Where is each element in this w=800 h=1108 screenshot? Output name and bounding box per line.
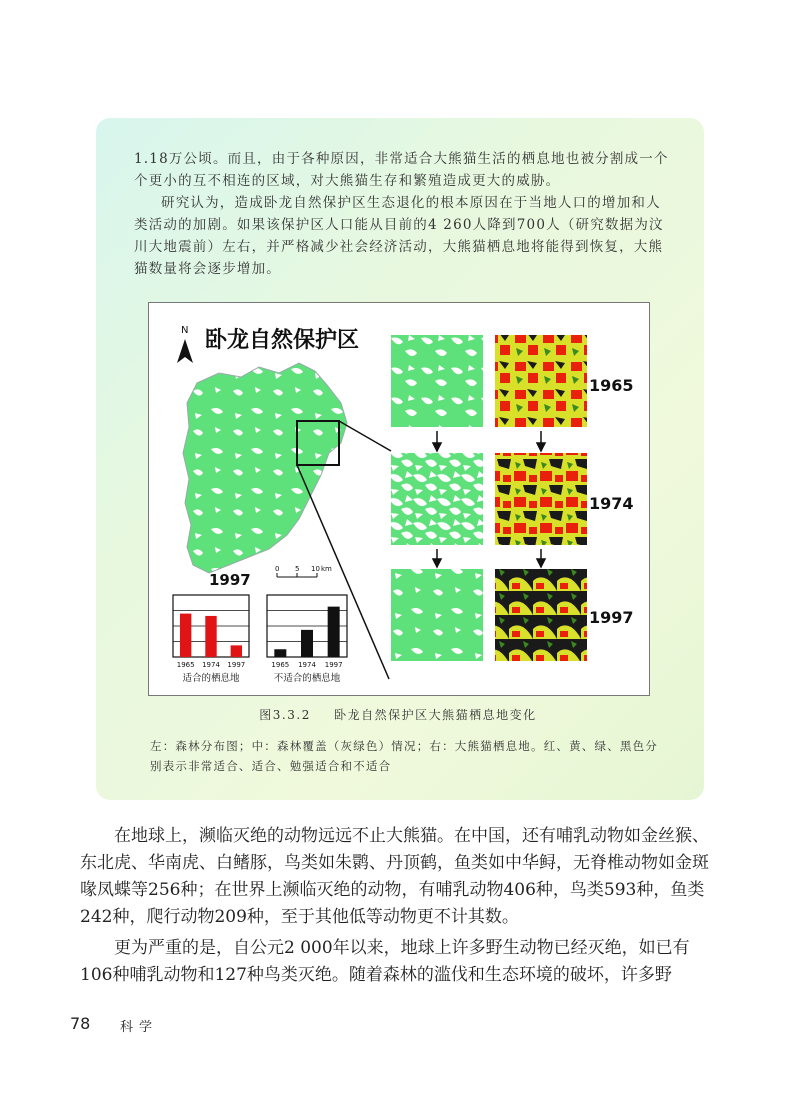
body-paragraph-2: 更为严重的是，自公元2 000年以来，地球上许多野生动物已经灭绝，如已有106种哺乳动物和127种鸟类灭绝。随着森林的滥伐和生态环境的破坏，许多野 xyxy=(80,938,690,985)
habitat-tile-1965 xyxy=(495,335,587,427)
box-paragraph-1: 1.18万公顷。而且，由于各种原因，非常适合大熊猫生活的栖息地也被分割成一个个更小的互不相连的区域，对大熊猫生存和繁殖造成更大的威胁。 xyxy=(134,151,669,189)
caption-number: 图3.3.2 xyxy=(259,708,311,722)
habitat-tile-1997 xyxy=(495,569,587,661)
chart-tick-label: 1974 xyxy=(202,661,220,669)
figure-caption xyxy=(148,706,648,723)
year-label-1997: 1997 xyxy=(589,608,634,627)
forest-tile-1965 xyxy=(391,335,483,427)
chart-bar-1965 xyxy=(274,649,286,657)
forest-tile-1997 xyxy=(391,569,483,661)
chart-tick-label: 1974 xyxy=(298,661,316,669)
chart-bar-1974 xyxy=(301,630,313,657)
habitat-tile-1974 xyxy=(495,453,587,545)
north-label: N xyxy=(181,325,189,336)
figure-note: 左：森林分布图；中：森林覆盖（灰绿色）情况；右：大熊猫栖息地。红、黄、绿、黑色分别表示非常适合、适合、勉强适合和不适合 xyxy=(150,739,658,773)
figure-wolong xyxy=(148,302,650,696)
body-paragraph-1: 在地球上，濒临灭绝的动物远远不止大熊猫。在中国，还有哺乳动物如金丝猴、东北虎、华南虎、白鳍豚，鸟类如朱鹮、丹顶鹤，鱼类如中华鲟，无脊椎动物如金斑喙凤蝶等256种；在世界上濒临灭绝的动物，有哺乳动物406种，鸟类593种，鱼类242种，爬行动物209种，至于其他低等动物更不计其数。 xyxy=(80,826,709,927)
chart-tick-label: 1965 xyxy=(271,661,290,669)
chart-xlabel: 不适合的栖息地 xyxy=(273,673,341,684)
page-subject: 科学 xyxy=(120,1020,159,1035)
chart-bar-1965 xyxy=(180,614,191,657)
north-arrow-icon xyxy=(177,339,193,363)
map-title: 卧龙自然保护区 xyxy=(205,328,360,353)
year-label-1974: 1974 xyxy=(589,494,634,513)
chart-tick-label: 1997 xyxy=(227,661,246,669)
chart-bar-1997 xyxy=(328,607,340,657)
year-label-1965: 1965 xyxy=(589,376,634,395)
scale-label-10: 10 xyxy=(311,565,320,573)
chart-xlabel: 适合的栖息地 xyxy=(182,673,240,684)
map-year: 1997 xyxy=(209,571,251,589)
chart-bar-1997 xyxy=(231,645,242,657)
chart-bar-1974 xyxy=(205,616,216,657)
caption-title: 卧龙自然保护区大熊猫栖息地变化 xyxy=(334,708,537,722)
scale-bar xyxy=(275,565,332,577)
scale-label-5: 5 xyxy=(295,565,300,573)
scale-label-0: 0 xyxy=(275,565,280,573)
chart-unsuitable-habitat xyxy=(267,595,347,684)
forest-tile-1974 xyxy=(391,453,483,545)
chart-tick-label: 1997 xyxy=(324,661,343,669)
figure-graphic xyxy=(149,303,649,695)
chart-suitable-habitat xyxy=(173,595,249,684)
scale-label-unit: km xyxy=(321,565,332,573)
zoom-line-top xyxy=(339,421,391,451)
page-number: 78 xyxy=(70,1014,91,1033)
chart-tick-label: 1965 xyxy=(176,661,195,669)
box-paragraph-2: 研究认为，造成卧龙自然保护区生态退化的根本原因在于当地人口的增加和人类活动的加剧。如果该保护区人口能从目前的4 260人降到700人（研究数据为汶川大地震前）左右，并严格减少社会经济活动，大熊猫栖息地将能得到恢复，大熊猫数量将会逐步增加。 xyxy=(134,195,664,277)
reserve-map xyxy=(183,363,347,573)
